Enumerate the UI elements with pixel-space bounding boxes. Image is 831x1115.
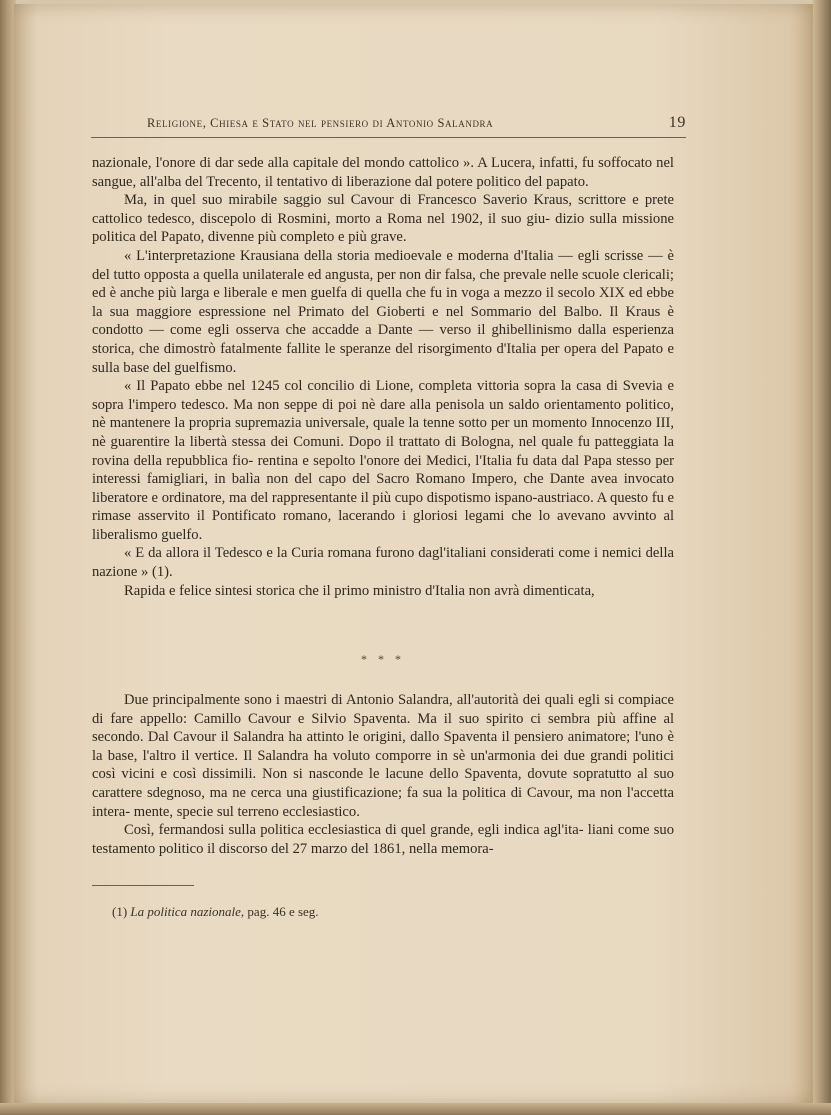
text-line: comporre in sè un'armonia dei due grandi politici così vicini e così dissimili. Non — [92, 747, 674, 783]
paragraph — [92, 191, 674, 247]
text-line: del Gioberti e nel Sommario del Balbo. Il Kraus è condotto — come egli osserva che — [92, 303, 674, 339]
text-line: base del guelfismo. — [123, 359, 237, 376]
text-line: A questo fu e rimase asservito il Pontificato romano, lacerando i gloriosi legami che — [92, 489, 675, 525]
running-head — [91, 116, 686, 136]
paragraph — [92, 821, 674, 858]
footnote-marker: (1) — [112, 904, 128, 919]
text-line: « Il Papato ebbe nel 1245 col concilio di Lione, completa vittoria sopra la casa — [124, 378, 602, 395]
text-line: Ma, in quel suo mirabile saggio sul Cavour di Francesco Saverio Kraus, scrittore — [124, 192, 627, 209]
text-line: famigliari, in balìa non del capo del Sacro Romano Impero, che Dante avea invocato — [146, 471, 674, 488]
text-line: liberatore e ordinatore, ma del rappresentante il più cupo dispotismo ispano-austriaco. — [92, 489, 594, 506]
text-line: ci sembra più affine al secondo. Dal Cavour il Salandra ha attinto le origini, dallo — [92, 710, 674, 746]
page-number: 19 — [668, 114, 686, 131]
text-line: nazionale, l'onore di dar sede alla capitale del mondo cattolico ». A Lucera, infatti, — [92, 155, 578, 171]
text-line: rentina e sepolto l'onore dei Medici, l'Italia fu data dal Papa stesso per interessi — [92, 452, 675, 488]
text-line: politico del papato. — [476, 173, 589, 190]
text-line: e prete cattolico tedesco, discepolo di Rosmini, morto a Roma nel 1902, il suo giu- — [92, 192, 674, 227]
text-line: che prevale nelle scuole clericali; ed è anche più larga e liberale e men guelfa di quella — [92, 266, 674, 302]
text-line: di Svevia e sopra l'impero tedesco. Ma non seppe di poi nè dare alla penisola un saldo — [92, 378, 674, 413]
text-line: che fu in voga a mezzo il secolo XIX ed ebbe la sua maggiore espressione nel Primato — [92, 285, 674, 320]
footnote — [92, 904, 674, 920]
text-line: fatalmente fallite le speranze del risorgimento d'Italia per opera del Papato e sulla — [92, 340, 674, 376]
header-rule — [91, 137, 686, 138]
text-line: liani come suo testamento politico il discorso del 27 marzo del 1861, nella memora- — [92, 822, 674, 857]
body-text-bottom — [92, 691, 674, 858]
text-line: si nasconde le lacune dello Spaventa, dovute sopratutto al suo carattere sdegnoso, — [92, 766, 674, 801]
paragraph — [92, 247, 674, 377]
page-edge-right — [813, 0, 831, 1115]
page-edge-bottom — [0, 1103, 831, 1115]
text-line: « E da allora il Tedesco e la Curia romana furono dagl'italiani considerati come — [124, 545, 590, 562]
text-line: Spaventa il pensiero animatore; l'uno è la base, l'altro il vertice. Il Salandra ha voluto — [92, 729, 674, 764]
running-title: Religione, Chiesa e Stato nel pensiero di Antonio Salandra — [147, 116, 494, 130]
paragraph — [92, 377, 674, 544]
footnote-rest: pag. 46 e seg. — [247, 904, 319, 919]
paragraph — [92, 544, 674, 581]
paragraph — [92, 582, 674, 601]
footnote-rule — [92, 885, 194, 886]
text-line: tenne sotto per un momento Innocenzo III, nè guarentire la libertà stessa dei Comuni. — [92, 415, 674, 450]
text-line: ma ne cerca una giustificazione; fa sua la politica di Cavour, ma non l'accetta intera- — [92, 784, 674, 820]
text-line: i nemici della nazione » (1). — [92, 545, 674, 581]
text-line: « L'interpretazione Krausiana della storia medioevale e moderna d'Italia — — [124, 247, 573, 264]
paragraph — [92, 691, 674, 821]
section-separator: * * * — [361, 652, 405, 666]
text-line: dizio sulla missione politica del Papato, divenne più completo e più grave. — [92, 210, 674, 246]
text-line: accadde a Dante — verso il ghibellinismo dalla esperienza storica, che dimostrò — [92, 322, 674, 357]
text-line: egli scrisse — è del tutto opposta a quella unilaterale ed angusta, per non dir falsa, — [92, 247, 674, 283]
text-line: Rapida e felice sintesi storica che il primo ministro d'Italia non avrà dimenticata, — [124, 582, 595, 599]
paragraph — [92, 154, 674, 191]
text-line: egli si compiace di fare appello: Camillo Cavour e Silvio Spaventa. Ma il suo spirito — [92, 692, 674, 727]
footnote-title: La politica nazionale, — [130, 904, 245, 919]
body-text-top — [92, 154, 674, 600]
text-line: Due principalmente sono i maestri di Antonio Salandra, all'autorità dei quali — [124, 692, 574, 708]
text-line: fu soffocato nel sangue, all'alba del Trecento, il tentativo di liberazione dal potere — [92, 155, 674, 190]
text-line: Dopo il trattato di Bologna, nel quale fu patteggiata la rovina della repubblica fio- — [92, 433, 674, 469]
text-line: Così, fermandosi sulla politica ecclesiastica di quel grande, egli indica agl'ita- — [124, 822, 584, 839]
text-line: lo avevano avvinto al liberalismo guelfo. — [92, 508, 674, 543]
text-line: orientamento politico, nè mantenere la propria supremazia universale, quale la — [92, 396, 674, 432]
text-line: mente, specie sul terreno ecclesiastico. — [133, 803, 360, 820]
